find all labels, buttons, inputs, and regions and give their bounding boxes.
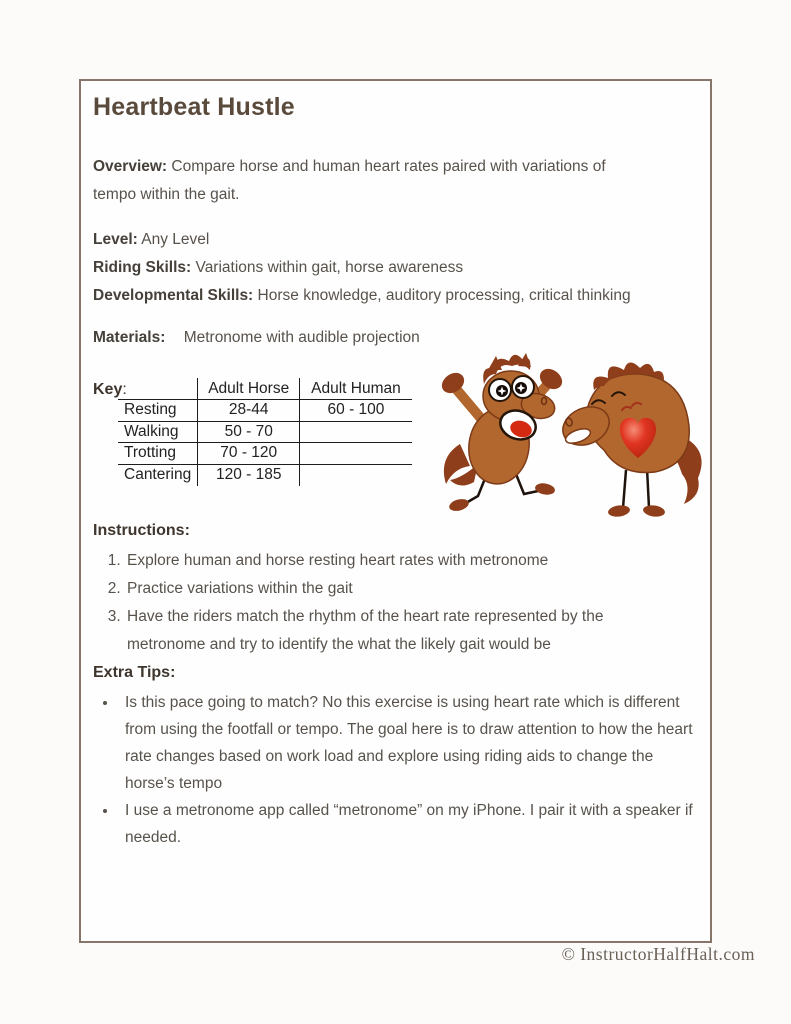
cell-horse-rate: 70 - 120 bbox=[198, 443, 300, 465]
extra-tips-list bbox=[93, 689, 697, 851]
overview-paragraph bbox=[93, 153, 653, 209]
key-label-bold: Key bbox=[93, 381, 123, 398]
cell-gait: Resting bbox=[118, 400, 198, 422]
extra-tips-heading: Extra Tips: bbox=[93, 664, 176, 681]
table-header-adult-human: Adult Human bbox=[300, 378, 412, 400]
list-item: 3. Have the riders match the rhythm of the heart rate represented by the metronome and try to identify the what the likely gait would be bbox=[125, 603, 685, 659]
table-header-row bbox=[118, 378, 412, 400]
level-value: Any Level bbox=[141, 231, 210, 248]
table-header-adult-horse: Adult Horse bbox=[198, 378, 300, 400]
cell-human-rate: 60 - 100 bbox=[300, 400, 412, 422]
overview-label: Overview: bbox=[93, 158, 168, 175]
developmental-skills-value: Horse knowledge, auditory processing, critical thinking bbox=[257, 287, 631, 304]
riding-skills-label: Riding Skills: bbox=[93, 259, 192, 276]
instructions-list bbox=[93, 547, 685, 659]
developmental-skills-label: Developmental Skills: bbox=[93, 287, 254, 304]
cell-human-rate bbox=[300, 443, 412, 465]
details-block bbox=[93, 226, 683, 310]
cell-gait: Walking bbox=[118, 421, 198, 443]
page-title: Heartbeat Hustle bbox=[93, 93, 295, 121]
heart-horse-icon bbox=[557, 362, 702, 518]
cell-horse-rate: 50 - 70 bbox=[198, 421, 300, 443]
table-row bbox=[118, 464, 412, 486]
cell-gait: Trotting bbox=[118, 443, 198, 465]
excited-horse-icon bbox=[438, 353, 566, 513]
cell-human-rate bbox=[300, 464, 412, 486]
riding-skills-line bbox=[93, 254, 683, 282]
extra-tips-section bbox=[93, 661, 697, 851]
list-item: 1. Explore human and horse resting heart rates with metronome bbox=[125, 547, 685, 575]
lesson-card bbox=[79, 79, 712, 943]
developmental-skills-line bbox=[93, 282, 683, 310]
instructions-section bbox=[93, 519, 685, 659]
instructions-heading: Instructions: bbox=[93, 522, 190, 539]
table-header-gait bbox=[118, 378, 198, 400]
table-row bbox=[118, 400, 412, 422]
level-label: Level: bbox=[93, 231, 138, 248]
list-item: • Is this pace going to match? No this exercise is using heart rate which is different from using the footfall or tempo. The goal here is to draw attention to how the heart rate changes based on work load and explore using riding aids to change the horse’s tempo bbox=[118, 689, 697, 797]
materials-value: Metronome with audible projection bbox=[183, 329, 420, 346]
footer-credit: © InstructorHalfHalt.com bbox=[561, 944, 755, 964]
cell-horse-rate: 120 - 185 bbox=[198, 464, 300, 486]
overview-text: Compare horse and human heart rates paired with variations of tempo within the gait. bbox=[93, 158, 606, 203]
list-item: 2. Practice variations within the gait bbox=[125, 575, 685, 603]
cell-gait: Cantering bbox=[118, 464, 198, 486]
table-row bbox=[118, 443, 412, 465]
cell-horse-rate: 28-44 bbox=[198, 400, 300, 422]
horses-illustration bbox=[426, 346, 711, 522]
key-label-colon: : bbox=[122, 381, 127, 398]
list-item: • I use a metronome app called “metronome” on my iPhone. I pair it with a speaker if needed. bbox=[118, 797, 697, 851]
table-row bbox=[118, 421, 412, 443]
materials-label: Materials: bbox=[93, 329, 166, 346]
riding-skills-value: Variations within gait, horse awareness bbox=[195, 259, 464, 276]
level-line bbox=[93, 226, 683, 254]
cell-human-rate bbox=[300, 421, 412, 443]
heart-rate-table bbox=[118, 378, 412, 486]
